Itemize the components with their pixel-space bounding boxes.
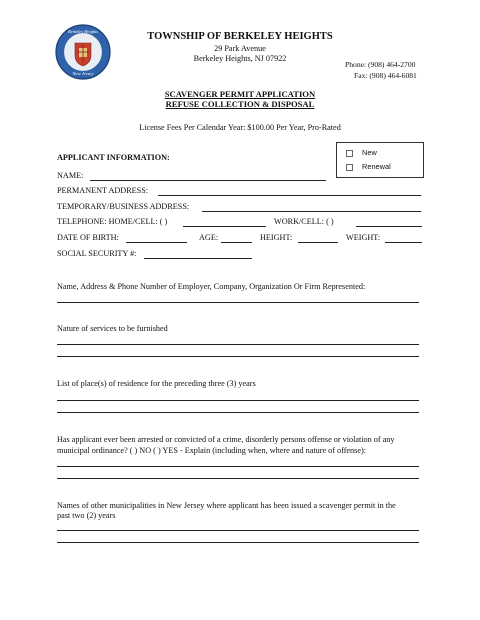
arrested-line-2[interactable] — [57, 478, 419, 479]
fax-number: Fax: (908) 464-6081 — [354, 71, 417, 80]
township-seal — [55, 24, 111, 80]
home-cell-field[interactable] — [183, 226, 266, 227]
address-line-2: Berkeley Heights, NJ 07922 — [193, 54, 287, 63]
residence-question: List of place(s) of residence for the preceding three (3) years — [57, 379, 256, 388]
municipalities-line-1[interactable] — [57, 530, 419, 531]
employer-question: Name, Address & Phone Number of Employer, Company, Organization Or Firm Represented: — [57, 282, 366, 291]
township-name: TOWNSHIP OF BERKELEY HEIGHTS — [147, 31, 333, 42]
services-line-2[interactable] — [57, 356, 419, 357]
municipalities-line-2[interactable] — [57, 542, 419, 543]
renewal-option[interactable]: Renewal — [346, 163, 391, 171]
checkbox-new[interactable] — [346, 150, 353, 157]
permanent-address-field[interactable] — [158, 195, 421, 196]
form-title: SCAVENGER PERMIT APPLICATION — [164, 89, 316, 99]
license-fee: License Fees Per Calendar Year: $100.00 Per Year, Pro-Rated — [139, 123, 341, 132]
name-field[interactable] — [90, 180, 326, 181]
telephone-label: TELEPHONE: HOME/CELL: ( ) — [57, 217, 168, 226]
work-cell-field[interactable] — [356, 226, 422, 227]
services-question: Nature of services to be furnished — [57, 324, 168, 333]
svg-text:New Jersey: New Jersey — [72, 71, 94, 76]
arrested-line-1[interactable] — [57, 466, 419, 467]
ssn-field[interactable] — [144, 258, 252, 259]
age-label: AGE: — [199, 233, 219, 242]
address-line-1: 29 Park Avenue — [214, 44, 266, 53]
height-field[interactable] — [298, 242, 338, 243]
ssn-label: SOCIAL SECURITY #: — [57, 249, 137, 258]
work-cell-label: WORK/CELL: ( ) — [274, 217, 334, 226]
temporary-address-field[interactable] — [202, 211, 421, 212]
name-label: NAME: — [57, 171, 84, 180]
municipalities-question-line-1: Names of other municipalities in New Jersey where applicant has been issued a scavenger permit in the — [57, 501, 396, 510]
municipalities-question-line-2: past two (2) years — [57, 511, 116, 520]
permanent-address-label: PERMANENT ADDRESS: — [57, 186, 149, 195]
height-label: HEIGHT: — [260, 233, 293, 242]
form-subtitle: REFUSE COLLECTION & DISPOSAL — [165, 99, 315, 109]
weight-label: WEIGHT: — [346, 233, 381, 242]
services-line-1[interactable] — [57, 344, 419, 345]
age-field[interactable] — [221, 242, 252, 243]
arrested-question-line-1: Has applicant ever been arrested or convicted of a crime, disorderly persons offense or violation of any — [57, 435, 395, 444]
employer-line-1[interactable] — [57, 302, 419, 303]
application-type-box — [336, 142, 424, 178]
weight-field[interactable] — [385, 242, 422, 243]
residence-line-1[interactable] — [57, 400, 419, 401]
residence-line-2[interactable] — [57, 412, 419, 413]
dob-field[interactable] — [126, 242, 187, 243]
applicant-heading: APPLICANT INFORMATION: — [57, 153, 170, 162]
arrested-question-line-2: municipal ordinance? ( ) NO ( ) YES - Explain (including when, where and nature of offense): — [57, 446, 366, 455]
temporary-address-label: TEMPORARY/BUSINESS ADDRESS: — [57, 202, 190, 211]
phone-number: Phone: (908) 464-2700 — [345, 60, 416, 69]
checkbox-renewal[interactable] — [346, 164, 353, 171]
svg-text:Berkeley Heights: Berkeley Heights — [67, 29, 99, 34]
dob-label: DATE OF BIRTH: — [57, 233, 119, 242]
new-option[interactable]: New — [346, 149, 377, 157]
